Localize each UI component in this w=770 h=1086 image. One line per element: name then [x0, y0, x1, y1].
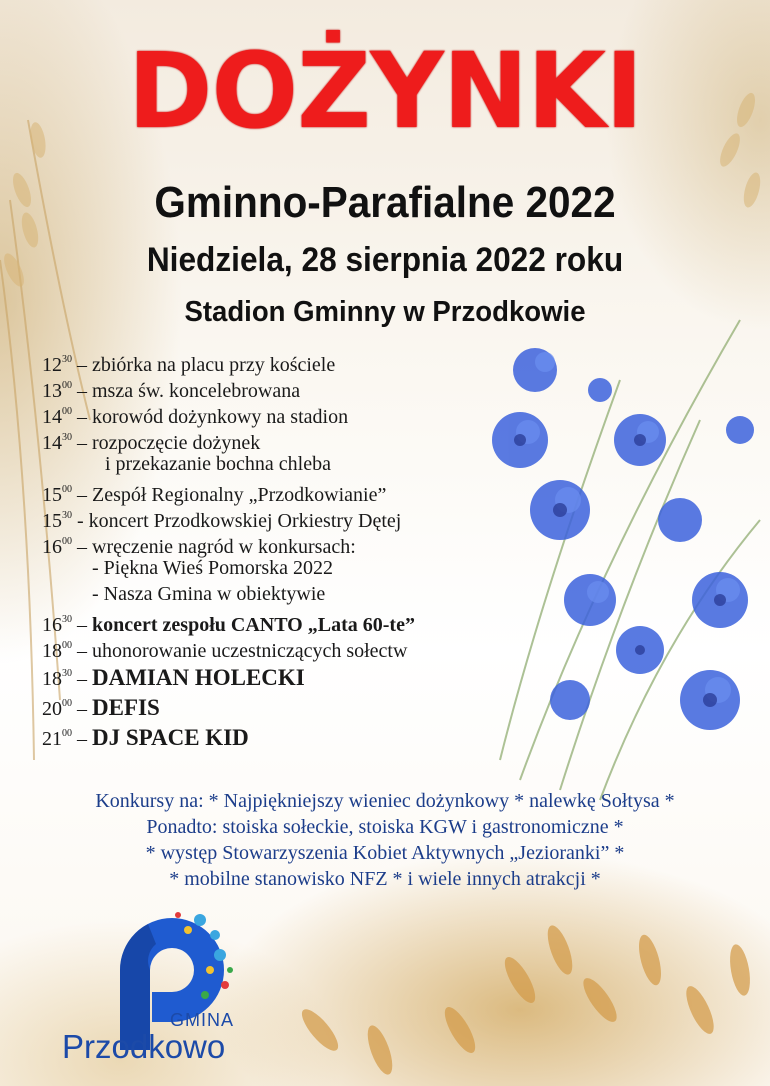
schedule-text: - Nasza Gmina w obiektywie [92, 583, 326, 605]
schedule-time: $12^{30}$ [42, 354, 72, 376]
schedule-item: $18^{00}$ – uhonorowanie uczestniczących sołectw [42, 633, 602, 659]
poster-title: DOŻYNKI [127, 30, 643, 152]
schedule-time: $13^{00}$ [42, 380, 72, 402]
schedule-time: $15^{30}$ [42, 510, 72, 532]
schedule-time: $21^{00}$ [42, 728, 72, 750]
schedule-item: $14^{00}$ – korowód dożynkowy na stadion [42, 399, 602, 425]
schedule-text: msza św. koncelebrowana [92, 380, 301, 402]
schedule-item: $16^{00}$ – wręczenie nagród w konkursach: [42, 529, 602, 555]
schedule-time: $16^{00}$ [42, 536, 72, 558]
logo-name-label: Przodkowo [62, 1028, 226, 1065]
schedule-time: $18^{00}$ [42, 640, 72, 662]
schedule-time: $15^{00}$ [42, 484, 72, 506]
date-line: Niedziela, 28 sierpnia 2022 roku [146, 241, 624, 279]
schedule-text: DEFIS [92, 695, 160, 720]
schedule-list [42, 347, 602, 749]
contests-block [0, 788, 770, 892]
schedule-subitem [42, 581, 602, 607]
schedule-subitem [42, 555, 602, 581]
schedule-item-headliner: $18^{30}$ – DAMIAN HOLECKI [42, 659, 602, 689]
schedule-item: $15^{30}$ - koncert Przodkowskiej Orkiestry Dętej [42, 503, 602, 529]
schedule-text: korowód dożynkowy na stadion [92, 406, 349, 428]
schedule-item: $15^{00}$ – Zespół Regionalny „Przodkowianie” [42, 477, 602, 503]
contests-line: * występ Stowarzyszenia Kobiet Aktywnych „Jezioranki” * [145, 842, 625, 864]
schedule-item-headliner: $20^{00}$ – DEFIS [42, 689, 602, 719]
venue: Stadion Gminny w Przodkowie [184, 296, 586, 328]
schedule-text: rozpoczęcie dożynek [92, 432, 261, 454]
schedule-text: koncert Przodkowskiej Orkiestry Dętej [88, 510, 402, 532]
schedule-text: uhonorowanie uczestniczących sołectw [92, 640, 408, 662]
schedule-time: $20^{00}$ [42, 698, 72, 720]
schedule-item: $14^{30}$ – rozpoczęcie dożynek [42, 425, 602, 451]
schedule-text: Zespół Regionalny „Przodkowianie” [92, 484, 387, 506]
schedule-text: i przekazanie bochna chleba [105, 453, 331, 475]
schedule-text: - Piękna Wieś Pomorska 2022 [92, 557, 334, 579]
contests-line: * mobilne stanowisko NFZ * i wiele innych atrakcji * [169, 868, 601, 890]
schedule-text: DAMIAN HOLECKI [92, 665, 305, 690]
contests-line: Ponadto: stoiska sołeckie, stoiska KGW i gastronomiczne * [146, 816, 624, 838]
subtitle: Gminno-Parafialne 2022 [154, 178, 616, 227]
schedule-time: $14^{30}$ [42, 432, 72, 454]
schedule-time: $14^{00}$ [42, 406, 72, 428]
wheat-bottom-icon [296, 922, 753, 1077]
schedule-text: DJ SPACE KID [92, 725, 249, 750]
schedule-time: $18^{30}$ [42, 668, 72, 690]
schedule-time: $16^{30}$ [42, 614, 72, 636]
schedule-item: $16^{30}$ – koncert zespołu CANTO „Lata 60-te” [42, 607, 602, 633]
schedule-text: koncert zespołu CANTO „Lata 60-te” [92, 614, 415, 636]
schedule-text: zbiórka na placu przy kościele [92, 354, 336, 376]
schedule-item: $13^{00}$ – msza św. koncelebrowana [42, 373, 602, 399]
schedule-item-continuation [42, 451, 602, 477]
logo-gmina-label: GMINA [170, 1010, 235, 1030]
schedule-item-headliner: $21^{00}$ – DJ SPACE KID [42, 719, 602, 749]
contests-line: Konkursy na: * Najpiękniejszy wieniec dożynkowy * nalewkę Sołtysa * [95, 790, 675, 812]
schedule-item: $12^{30}$ – zbiórka na placu przy kościele [42, 347, 602, 373]
schedule-text: wręczenie nagród w konkursach: [92, 536, 356, 558]
